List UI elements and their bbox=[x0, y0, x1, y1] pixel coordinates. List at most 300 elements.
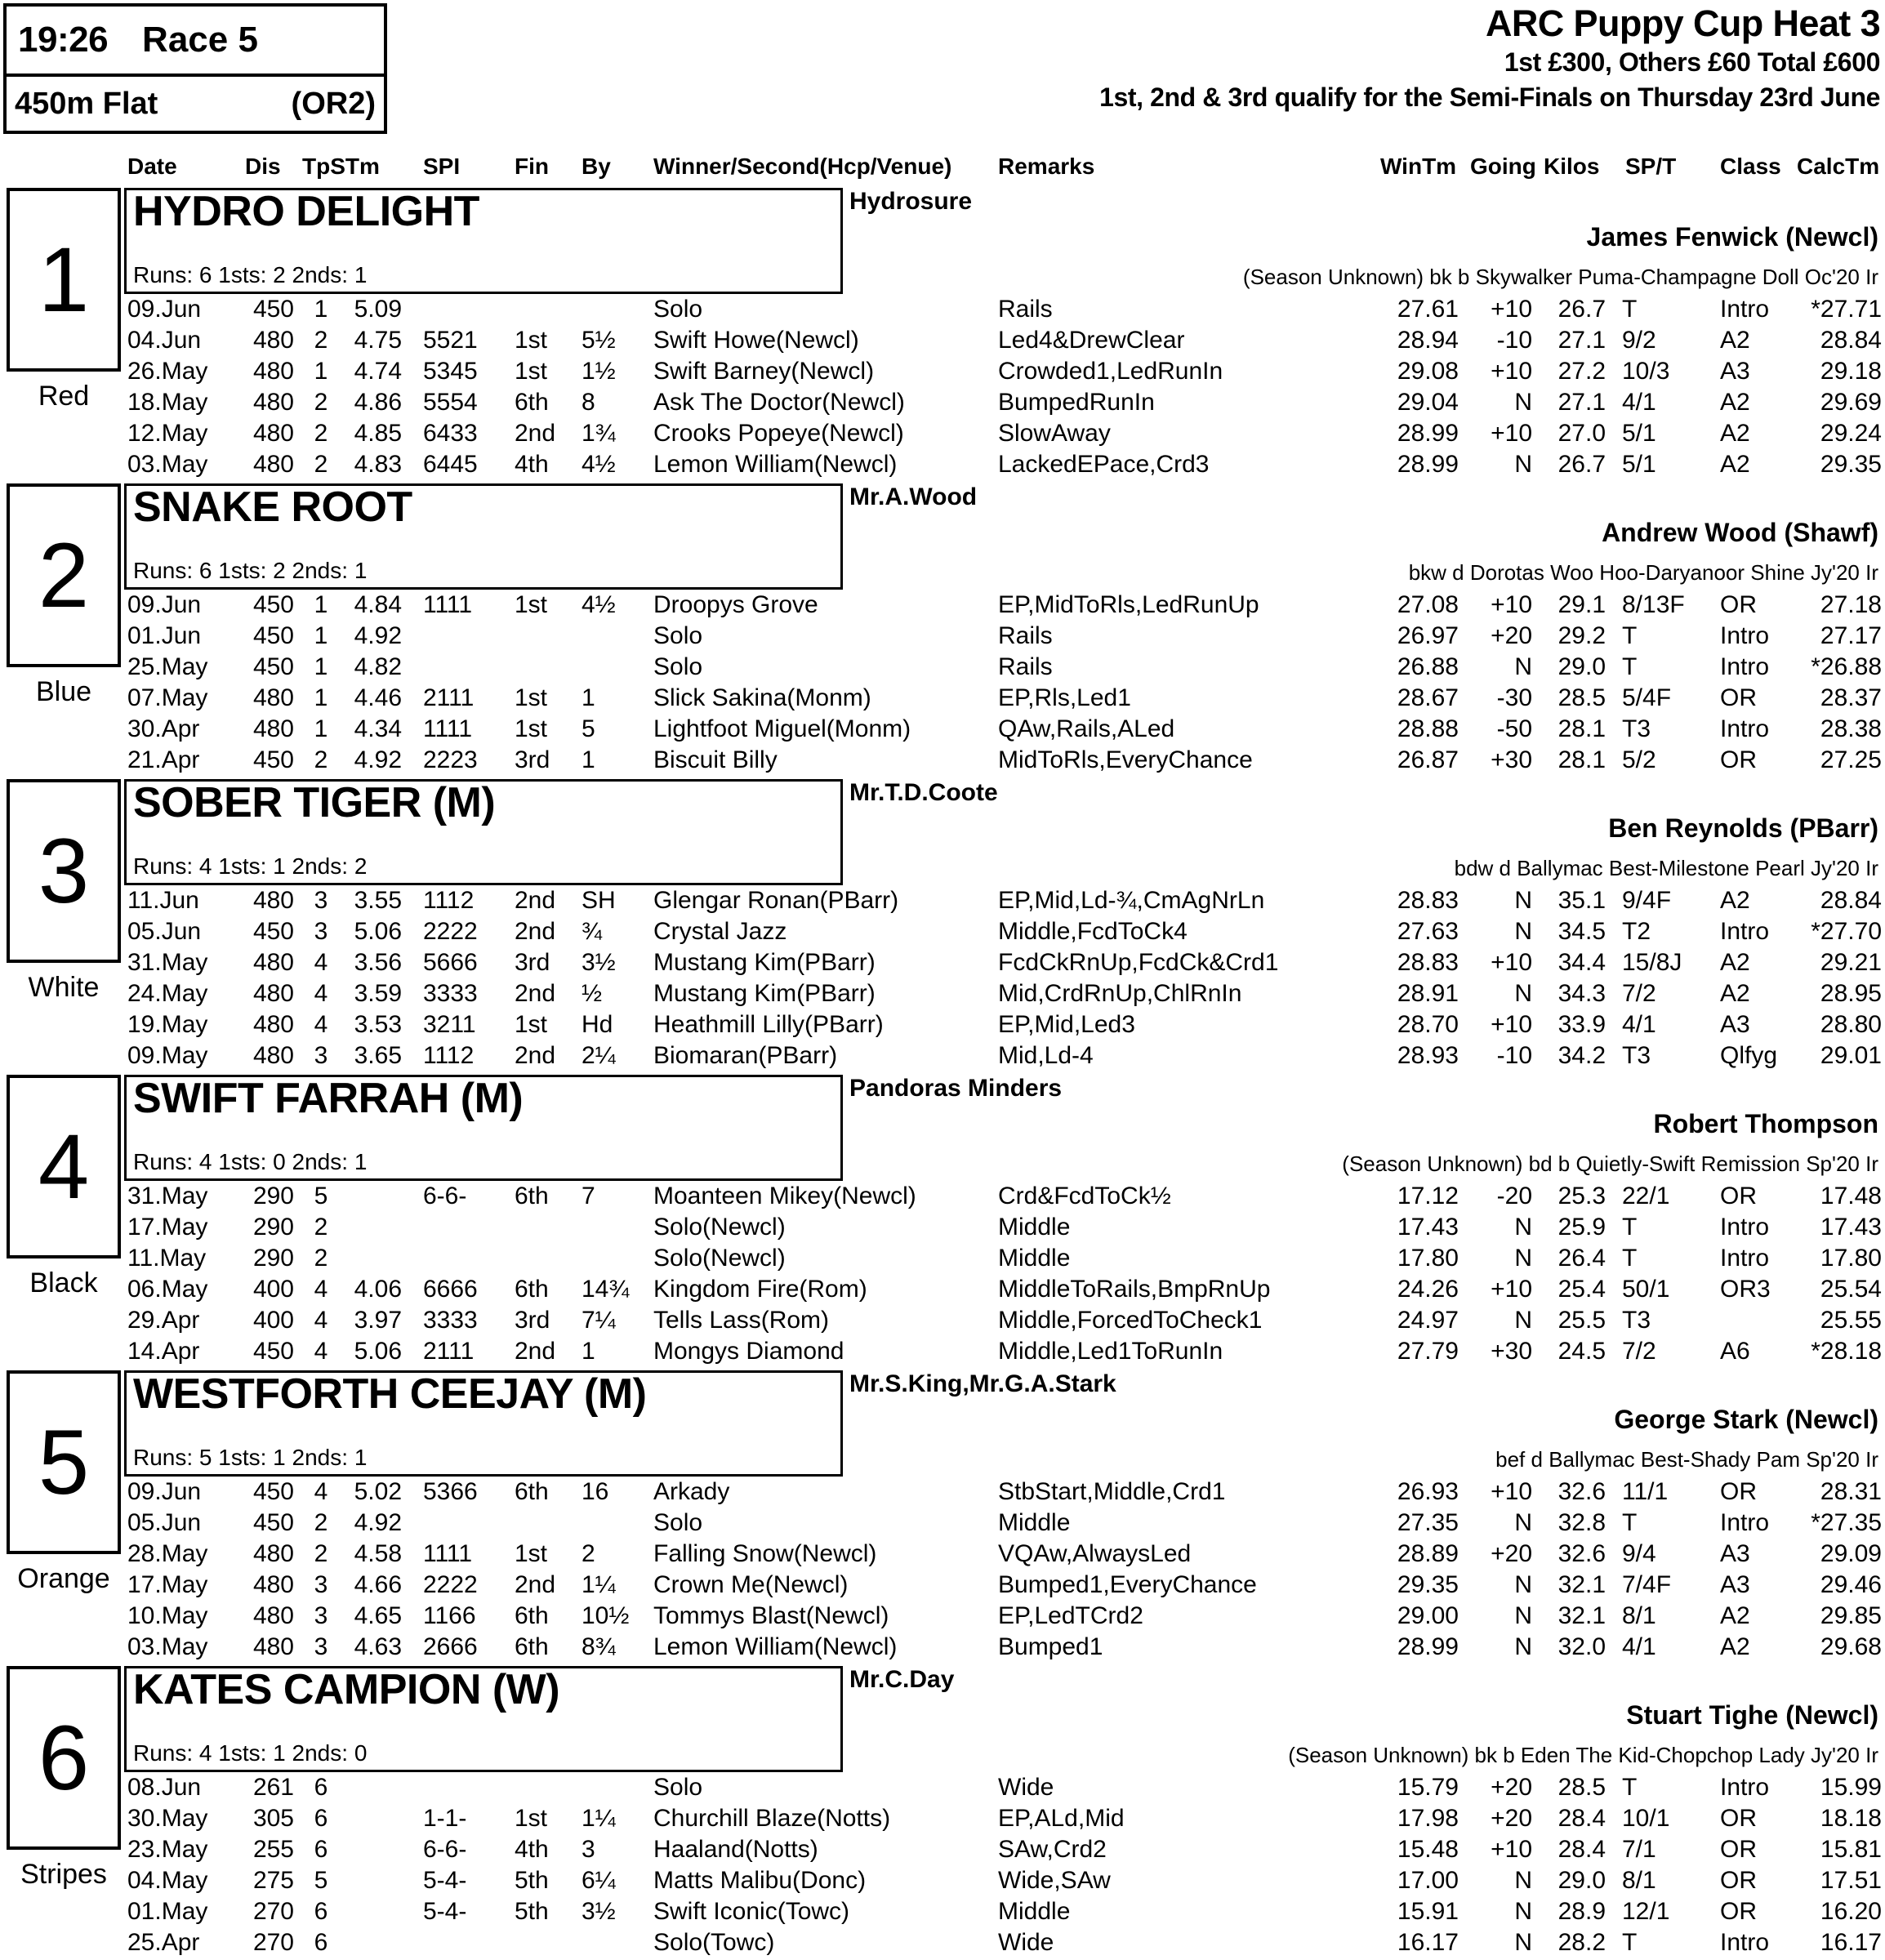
form-cell-calctm: 29.68 bbox=[1820, 1633, 1882, 1660]
form-cell-date: 26.May bbox=[127, 358, 208, 385]
form-cell-remarks: Mid,Ld-4 bbox=[998, 1042, 1094, 1069]
form-cell-sp: 4/1 bbox=[1622, 1633, 1656, 1660]
form-cell-fin: 2nd bbox=[515, 918, 556, 945]
form-cell-winner: Heathmill Lilly(PBarr) bbox=[653, 1011, 884, 1038]
form-cell-stm: 4.82 bbox=[354, 653, 402, 680]
form-cell-class: A2 bbox=[1720, 389, 1750, 416]
form-cell-calctm: 28.84 bbox=[1820, 327, 1882, 354]
form-cell-remarks: QAw,Rails,ALed bbox=[998, 715, 1175, 742]
form-cell-winner: Crystal Jazz bbox=[653, 918, 787, 945]
form-cell-kilos: 32.0 bbox=[1557, 1633, 1606, 1660]
form-cell-by: 4½ bbox=[582, 451, 616, 478]
form-cell-dis: 480 bbox=[252, 327, 294, 354]
dog-entry bbox=[0, 482, 1885, 777]
form-cell-going: N bbox=[1514, 1245, 1532, 1272]
form-cell-date: 11.May bbox=[127, 1245, 207, 1272]
form-cell-stm: 3.55 bbox=[354, 887, 402, 914]
form-cell-sp: T bbox=[1622, 1509, 1638, 1536]
form-cell-winner: Biomaran(PBarr) bbox=[653, 1042, 838, 1069]
form-cell-by: 1 bbox=[582, 1338, 595, 1365]
form-cell-wintm: 28.83 bbox=[1397, 949, 1459, 976]
form-cell-tp: 2 bbox=[314, 420, 328, 447]
form-cell-fin: 6th bbox=[515, 389, 549, 416]
form-cell-tp: 2 bbox=[314, 1214, 328, 1241]
form-cell-going: +10 bbox=[1491, 1276, 1532, 1303]
form-line-row bbox=[0, 746, 1885, 777]
form-cell-spi: 6433 bbox=[423, 420, 478, 447]
form-cell-tp: 3 bbox=[314, 1602, 328, 1629]
dog-trainer: James Fenwick (Newcl) bbox=[1586, 222, 1878, 252]
form-cell-dis: 450 bbox=[252, 1478, 294, 1505]
form-line-row bbox=[0, 684, 1885, 715]
form-cell-tp: 2 bbox=[314, 746, 328, 773]
form-cell-calctm: 17.80 bbox=[1820, 1245, 1882, 1272]
form-cell-going: N bbox=[1514, 980, 1532, 1007]
column-header-date: Date bbox=[127, 154, 177, 179]
dog-entry bbox=[0, 186, 1885, 482]
form-cell-date: 12.May bbox=[127, 420, 208, 447]
dog-owner: Mr.C.Day bbox=[849, 1666, 955, 1693]
dog-name: WESTFORTH CEEJAY (M) bbox=[133, 1370, 647, 1418]
form-cell-going: N bbox=[1514, 653, 1532, 680]
form-cell-tp: 2 bbox=[314, 389, 328, 416]
form-cell-date: 18.May bbox=[127, 389, 208, 416]
form-cell-tp: 2 bbox=[314, 1509, 328, 1536]
trap-colour-label: Blue bbox=[35, 676, 92, 707]
form-cell-spi: 1111 bbox=[423, 1540, 473, 1567]
form-cell-tp: 1 bbox=[314, 684, 328, 711]
form-cell-wintm: 28.83 bbox=[1397, 887, 1459, 914]
form-cell-class: A2 bbox=[1720, 1633, 1750, 1660]
form-cell-spi: 3333 bbox=[423, 980, 478, 1007]
form-cell-dis: 290 bbox=[252, 1183, 294, 1209]
race-prize: 1st £300, Others £60 Total £600 bbox=[1504, 47, 1880, 78]
form-cell-remarks: EP,ALd,Mid bbox=[998, 1805, 1125, 1832]
form-cell-tp: 4 bbox=[314, 1011, 328, 1038]
form-cell-kilos: 27.1 bbox=[1557, 389, 1606, 416]
form-cell-sp: 12/1 bbox=[1622, 1898, 1670, 1925]
form-cell-remarks: MidToRls,EveryChance bbox=[998, 746, 1253, 773]
form-cell-calctm: 28.84 bbox=[1820, 887, 1882, 914]
form-cell-dis: 480 bbox=[252, 949, 294, 976]
form-cell-wintm: 17.80 bbox=[1397, 1245, 1459, 1272]
form-cell-stm: 4.92 bbox=[354, 746, 402, 773]
form-cell-dis: 480 bbox=[252, 1602, 294, 1629]
form-cell-date: 28.May bbox=[127, 1540, 208, 1567]
form-cell-winner: Arkady bbox=[653, 1478, 730, 1505]
form-cell-tp: 3 bbox=[314, 1633, 328, 1660]
form-cell-calctm: 25.54 bbox=[1820, 1276, 1882, 1303]
form-line-row bbox=[0, 451, 1885, 482]
form-cell-wintm: 28.99 bbox=[1397, 1633, 1459, 1660]
form-cell-dis: 450 bbox=[252, 746, 294, 773]
form-cell-wintm: 28.99 bbox=[1397, 420, 1459, 447]
form-cell-remarks: Rails bbox=[998, 622, 1053, 649]
form-cell-spi: 1111 bbox=[423, 591, 473, 618]
form-cell-stm: 3.56 bbox=[354, 949, 402, 976]
form-cell-kilos: 25.5 bbox=[1557, 1307, 1606, 1334]
form-cell-class: A3 bbox=[1720, 1540, 1750, 1567]
form-cell-remarks: EP,Mid,Led3 bbox=[998, 1011, 1135, 1038]
form-cell-kilos: 28.2 bbox=[1557, 1929, 1606, 1956]
dog-name: SNAKE ROOT bbox=[133, 483, 412, 531]
form-cell-by: ¾ bbox=[582, 918, 603, 945]
form-cell-class: A6 bbox=[1720, 1338, 1750, 1365]
dog-trainer: Robert Thompson bbox=[1653, 1109, 1878, 1138]
form-cell-fin: 6th bbox=[515, 1478, 549, 1505]
form-cell-class: OR bbox=[1720, 591, 1757, 618]
form-cell-kilos: 32.1 bbox=[1557, 1602, 1606, 1629]
form-cell-kilos: 33.9 bbox=[1557, 1011, 1606, 1038]
form-cell-sp: 4/1 bbox=[1622, 389, 1656, 416]
form-cell-winner: Churchill Blaze(Notts) bbox=[653, 1805, 891, 1832]
form-cell-class: Intro bbox=[1720, 1929, 1770, 1956]
form-cell-fin: 6th bbox=[515, 1633, 549, 1660]
form-cell-date: 05.Jun bbox=[127, 1509, 202, 1536]
form-cell-winner: Lightfoot Miguel(Monm) bbox=[653, 715, 911, 742]
form-cell-date: 29.Apr bbox=[127, 1307, 200, 1334]
form-line-row bbox=[0, 1042, 1885, 1073]
form-cell-class: OR3 bbox=[1720, 1276, 1771, 1303]
form-cell-class: OR bbox=[1720, 1867, 1757, 1894]
dog-name-box bbox=[124, 779, 843, 885]
form-cell-wintm: 15.48 bbox=[1397, 1836, 1459, 1863]
form-cell-tp: 3 bbox=[314, 918, 328, 945]
form-cell-remarks: Bumped1 bbox=[998, 1633, 1103, 1660]
form-cell-class: OR bbox=[1720, 1898, 1757, 1925]
form-cell-going: N bbox=[1514, 389, 1532, 416]
form-cell-calctm: *27.71 bbox=[1811, 296, 1882, 323]
form-cell-wintm: 17.12 bbox=[1397, 1183, 1459, 1209]
form-cell-stm: 4.65 bbox=[354, 1602, 402, 1629]
form-cell-going: +10 bbox=[1491, 296, 1532, 323]
form-cell-calctm: *26.88 bbox=[1811, 653, 1882, 680]
form-cell-remarks: Rails bbox=[998, 296, 1053, 323]
form-cell-fin: 1st bbox=[515, 1011, 548, 1038]
form-cell-by: 14¾ bbox=[582, 1276, 630, 1303]
form-cell-class: A2 bbox=[1720, 420, 1750, 447]
dog-runs-summary: Runs: 5 1sts: 1 2nds: 1 bbox=[133, 1445, 368, 1470]
form-cell-calctm: 17.43 bbox=[1820, 1214, 1882, 1241]
form-cell-going: N bbox=[1514, 1898, 1532, 1925]
form-cell-kilos: 28.9 bbox=[1557, 1898, 1606, 1925]
dog-name: KATES CAMPION (W) bbox=[133, 1666, 560, 1713]
form-cell-tp: 2 bbox=[314, 1245, 328, 1272]
form-cell-fin: 6th bbox=[515, 1183, 549, 1209]
form-cell-stm: 5.06 bbox=[354, 1338, 402, 1365]
form-cell-date: 05.Jun bbox=[127, 918, 202, 945]
form-cell-kilos: 25.4 bbox=[1557, 1276, 1606, 1303]
form-cell-remarks: SlowAway bbox=[998, 420, 1111, 447]
form-cell-by: 16 bbox=[582, 1478, 609, 1505]
form-cell-sp: 50/1 bbox=[1622, 1276, 1670, 1303]
column-header-dis: Dis bbox=[245, 154, 281, 179]
form-cell-fin: 2nd bbox=[515, 887, 556, 914]
trap-number: 6 bbox=[38, 1706, 90, 1809]
form-cell-class: A2 bbox=[1720, 887, 1750, 914]
form-cell-tp: 3 bbox=[314, 1042, 328, 1069]
form-cell-kilos: 28.1 bbox=[1557, 746, 1606, 773]
form-cell-winner: Lemon William(Newcl) bbox=[653, 1633, 898, 1660]
form-cell-class: Intro bbox=[1720, 1774, 1770, 1801]
form-cell-dis: 480 bbox=[252, 1540, 294, 1567]
form-cell-by: 4½ bbox=[582, 591, 616, 618]
form-cell-sp: T2 bbox=[1622, 918, 1651, 945]
form-cell-stm: 4.66 bbox=[354, 1571, 402, 1598]
form-cell-dis: 480 bbox=[252, 358, 294, 385]
form-cell-dis: 275 bbox=[252, 1867, 294, 1894]
form-cell-tp: 2 bbox=[314, 451, 328, 478]
form-cell-going: +10 bbox=[1491, 949, 1532, 976]
form-lines-table bbox=[0, 1478, 1885, 1664]
form-cell-calctm: 17.48 bbox=[1820, 1183, 1882, 1209]
form-cell-sp: 7/4F bbox=[1622, 1571, 1672, 1598]
form-cell-sp: 5/2 bbox=[1622, 746, 1656, 773]
form-cell-tp: 4 bbox=[314, 949, 328, 976]
form-cell-by: 2¼ bbox=[582, 1042, 616, 1069]
form-cell-date: 17.May bbox=[127, 1571, 208, 1598]
form-cell-date: 04.May bbox=[127, 1867, 208, 1894]
form-cell-sp: T bbox=[1622, 622, 1638, 649]
form-cell-going: +30 bbox=[1491, 1338, 1532, 1365]
dog-runs-summary: Runs: 6 1sts: 2 2nds: 1 bbox=[133, 262, 368, 287]
form-cell-calctm: 29.85 bbox=[1820, 1602, 1882, 1629]
dog-owner: Mr.A.Wood bbox=[849, 483, 978, 510]
form-cell-spi: 2223 bbox=[423, 746, 478, 773]
form-cell-date: 07.May bbox=[127, 684, 208, 711]
dog-entry bbox=[0, 1664, 1885, 1960]
form-cell-date: 01.Jun bbox=[127, 622, 202, 649]
form-cell-stm: 3.53 bbox=[354, 1011, 402, 1038]
dog-owner: Pandoras Minders bbox=[849, 1075, 1063, 1102]
form-cell-tp: 1 bbox=[314, 296, 328, 323]
form-cell-spi: 2222 bbox=[423, 1571, 478, 1598]
form-cell-going: +10 bbox=[1491, 1011, 1532, 1038]
form-cell-wintm: 29.08 bbox=[1397, 358, 1459, 385]
form-cell-fin: 5th bbox=[515, 1867, 549, 1894]
form-line-row bbox=[0, 622, 1885, 653]
form-cell-kilos: 26.4 bbox=[1557, 1245, 1606, 1272]
form-cell-by: 1¾ bbox=[582, 420, 616, 447]
form-cell-remarks: FcdCkRnUp,FcdCk&Crd1 bbox=[998, 949, 1279, 976]
form-cell-remarks: StbStart,Middle,Crd1 bbox=[998, 1478, 1226, 1505]
form-cell-date: 19.May bbox=[127, 1011, 208, 1038]
form-cell-sp: 22/1 bbox=[1622, 1183, 1670, 1209]
form-cell-wintm: 27.61 bbox=[1397, 296, 1459, 323]
form-cell-tp: 5 bbox=[314, 1867, 328, 1894]
form-cell-tp: 4 bbox=[314, 1307, 328, 1334]
form-cell-date: 08.Jun bbox=[127, 1774, 202, 1801]
form-cell-fin: 1st bbox=[515, 1540, 548, 1567]
form-cell-date: 10.May bbox=[127, 1602, 208, 1629]
trap-number: 2 bbox=[38, 523, 90, 626]
form-cell-spi: 5-4- bbox=[423, 1867, 467, 1894]
form-cell-wintm: 28.70 bbox=[1397, 1011, 1459, 1038]
trap-colour-label: White bbox=[28, 972, 100, 1003]
form-cell-sp: 5/1 bbox=[1622, 420, 1656, 447]
form-cell-fin: 6th bbox=[515, 1276, 549, 1303]
form-cell-sp: 7/1 bbox=[1622, 1836, 1656, 1863]
trap-colour-label: Black bbox=[29, 1267, 98, 1298]
form-cell-dis: 450 bbox=[252, 1509, 294, 1536]
form-cell-sp: 11/1 bbox=[1622, 1478, 1669, 1505]
form-line-row bbox=[0, 1633, 1885, 1664]
form-cell-sp: T bbox=[1622, 1929, 1638, 1956]
dog-entry bbox=[0, 777, 1885, 1073]
dog-breeding: (Season Unknown) bk b Skywalker Puma-Champagne Doll Oc'20 Ir bbox=[1242, 265, 1878, 289]
form-cell-by: ½ bbox=[582, 980, 603, 1007]
column-header-calctm: CalcTm bbox=[1797, 154, 1880, 179]
form-cell-remarks: Middle,ForcedToCheck1 bbox=[998, 1307, 1263, 1334]
form-cell-winner: Mustang Kim(PBarr) bbox=[653, 980, 876, 1007]
form-cell-winner: Droopys Grove bbox=[653, 591, 818, 618]
trap-number: 3 bbox=[38, 819, 90, 922]
form-cell-remarks: LackedEPace,Crd3 bbox=[998, 451, 1210, 478]
form-cell-stm: 3.65 bbox=[354, 1042, 402, 1069]
form-cell-class: A3 bbox=[1720, 1011, 1750, 1038]
form-cell-remarks: EP,LedTCrd2 bbox=[998, 1602, 1143, 1629]
form-cell-class: Intro bbox=[1720, 622, 1770, 649]
form-cell-remarks: Wide bbox=[998, 1929, 1054, 1956]
form-cell-kilos: 32.8 bbox=[1557, 1509, 1606, 1536]
form-cell-remarks: Led4&DrewClear bbox=[998, 327, 1185, 354]
form-cell-stm: 4.06 bbox=[354, 1276, 402, 1303]
column-header-fin: Fin bbox=[515, 154, 549, 179]
form-cell-sp: 9/4 bbox=[1622, 1540, 1656, 1567]
race-title-block bbox=[818, 2, 1880, 115]
dog-trainer: Andrew Wood (Shawf) bbox=[1602, 518, 1878, 547]
form-cell-spi: 1112 bbox=[423, 887, 475, 914]
form-cell-wintm: 26.87 bbox=[1397, 746, 1459, 773]
form-cell-tp: 1 bbox=[314, 715, 328, 742]
dog-owner: Mr.S.King,Mr.G.A.Stark bbox=[849, 1370, 1116, 1397]
form-cell-kilos: 32.6 bbox=[1557, 1478, 1606, 1505]
form-cell-by: 1¼ bbox=[582, 1805, 616, 1832]
dog-breeding: (Season Unknown) bd b Quietly-Swift Remission Sp'20 Ir bbox=[1342, 1152, 1878, 1176]
form-cell-by: 1½ bbox=[582, 358, 616, 385]
form-cell-calctm: 28.31 bbox=[1820, 1478, 1882, 1505]
form-cell-remarks: Middle,Led1ToRunIn bbox=[998, 1338, 1223, 1365]
form-cell-by: Hd bbox=[582, 1011, 613, 1038]
dog-runs-summary: Runs: 4 1sts: 1 2nds: 2 bbox=[133, 853, 368, 879]
form-cell-sp: T bbox=[1622, 1245, 1638, 1272]
form-cell-calctm: 27.25 bbox=[1820, 746, 1882, 773]
form-cell-remarks: Mid,CrdRnUp,ChlRnIn bbox=[998, 980, 1242, 1007]
race-info-box bbox=[3, 3, 387, 134]
trap-colour-label: Red bbox=[38, 381, 90, 412]
dog-name: SOBER TIGER (M) bbox=[133, 779, 496, 826]
form-cell-dis: 480 bbox=[252, 1633, 294, 1660]
form-cell-calctm: 16.20 bbox=[1820, 1898, 1882, 1925]
dog-breeding: bef d Ballymac Best-Shady Pam Sp'20 Ir bbox=[1495, 1447, 1878, 1472]
form-cell-wintm: 27.79 bbox=[1397, 1338, 1459, 1365]
column-header-class: Class bbox=[1720, 154, 1781, 179]
form-cell-wintm: 26.93 bbox=[1397, 1478, 1459, 1505]
race-time: 19:26 bbox=[18, 20, 109, 60]
form-cell-sp: T bbox=[1622, 1774, 1638, 1801]
race-time-row bbox=[7, 7, 384, 77]
form-line-row bbox=[0, 327, 1885, 358]
form-cell-spi: 2111 bbox=[423, 1338, 475, 1365]
dog-name-box bbox=[124, 188, 843, 294]
dog-name-box bbox=[124, 1075, 843, 1181]
form-cell-going: +20 bbox=[1491, 622, 1532, 649]
form-cell-dis: 480 bbox=[252, 1042, 294, 1069]
form-cell-going: N bbox=[1514, 918, 1532, 945]
form-line-row bbox=[0, 1307, 1885, 1338]
form-cell-date: 14.Apr bbox=[127, 1338, 200, 1365]
form-cell-kilos: 34.5 bbox=[1557, 918, 1606, 945]
form-cell-sp: T3 bbox=[1622, 1307, 1651, 1334]
form-cell-sp: 15/8J bbox=[1622, 949, 1682, 976]
form-cell-by: 5 bbox=[582, 715, 595, 742]
form-cell-winner: Crown Me(Newcl) bbox=[653, 1571, 849, 1598]
form-line-row bbox=[0, 715, 1885, 746]
form-cell-winner: Solo bbox=[653, 622, 703, 649]
form-cell-kilos: 28.4 bbox=[1557, 1836, 1606, 1863]
form-cell-winner: Kingdom Fire(Rom) bbox=[653, 1276, 867, 1303]
form-line-row bbox=[0, 1338, 1885, 1369]
form-cell-winner: Biscuit Billy bbox=[653, 746, 778, 773]
form-cell-tp: 1 bbox=[314, 358, 328, 385]
form-cell-wintm: 28.89 bbox=[1397, 1540, 1459, 1567]
dog-breeding: bdw d Ballymac Best-Milestone Pearl Jy'20 Ir bbox=[1454, 856, 1878, 880]
form-cell-kilos: 26.7 bbox=[1557, 296, 1606, 323]
dog-trainer: Stuart Tighe (Newcl) bbox=[1626, 1700, 1878, 1730]
dog-trainer: George Stark (Newcl) bbox=[1614, 1405, 1878, 1434]
form-cell-spi: 6-6- bbox=[423, 1836, 467, 1863]
form-cell-spi: 6-6- bbox=[423, 1183, 467, 1209]
form-cell-dis: 261 bbox=[252, 1774, 294, 1801]
form-cell-tp: 4 bbox=[314, 1276, 328, 1303]
form-cell-going: N bbox=[1514, 1307, 1532, 1334]
column-header-sp: SP/T bbox=[1625, 154, 1677, 179]
form-cell-class: Intro bbox=[1720, 1245, 1770, 1272]
form-cell-by: 8 bbox=[582, 389, 595, 416]
form-cell-stm: 4.46 bbox=[354, 684, 402, 711]
form-cell-spi: 5521 bbox=[423, 327, 478, 354]
form-cell-date: 09.Jun bbox=[127, 296, 202, 323]
form-cell-sp: 10/3 bbox=[1622, 358, 1670, 385]
form-cell-class: Intro bbox=[1720, 653, 1770, 680]
form-cell-fin: 1st bbox=[515, 327, 548, 354]
form-cell-calctm: 28.95 bbox=[1820, 980, 1882, 1007]
form-line-row bbox=[0, 1245, 1885, 1276]
form-cell-spi: 3333 bbox=[423, 1307, 478, 1334]
form-cell-winner: Glengar Ronan(PBarr) bbox=[653, 887, 899, 914]
form-cell-wintm: 24.97 bbox=[1397, 1307, 1459, 1334]
form-cell-class: OR bbox=[1720, 684, 1757, 711]
form-cell-calctm: 28.37 bbox=[1820, 684, 1882, 711]
form-cell-stm: 4.83 bbox=[354, 451, 402, 478]
form-cell-fin: 1st bbox=[515, 715, 548, 742]
form-cell-calctm: 18.18 bbox=[1820, 1805, 1882, 1832]
form-cell-stm: 4.75 bbox=[354, 327, 402, 354]
form-cell-winner: Swift Howe(Newcl) bbox=[653, 327, 859, 354]
form-cell-wintm: 28.99 bbox=[1397, 451, 1459, 478]
form-line-row bbox=[0, 1214, 1885, 1245]
form-cell-by: 3 bbox=[582, 1836, 595, 1863]
form-cell-stm: 5.06 bbox=[354, 918, 402, 945]
form-cell-by: 5½ bbox=[582, 327, 616, 354]
form-cell-kilos: 35.1 bbox=[1557, 887, 1606, 914]
form-cell-class: A3 bbox=[1720, 1571, 1750, 1598]
form-cell-fin: 2nd bbox=[515, 980, 556, 1007]
form-cell-fin: 2nd bbox=[515, 1042, 556, 1069]
form-cell-sp: 7/2 bbox=[1622, 1338, 1656, 1365]
form-cell-tp: 6 bbox=[314, 1898, 328, 1925]
form-cell-stm: 3.59 bbox=[354, 980, 402, 1007]
